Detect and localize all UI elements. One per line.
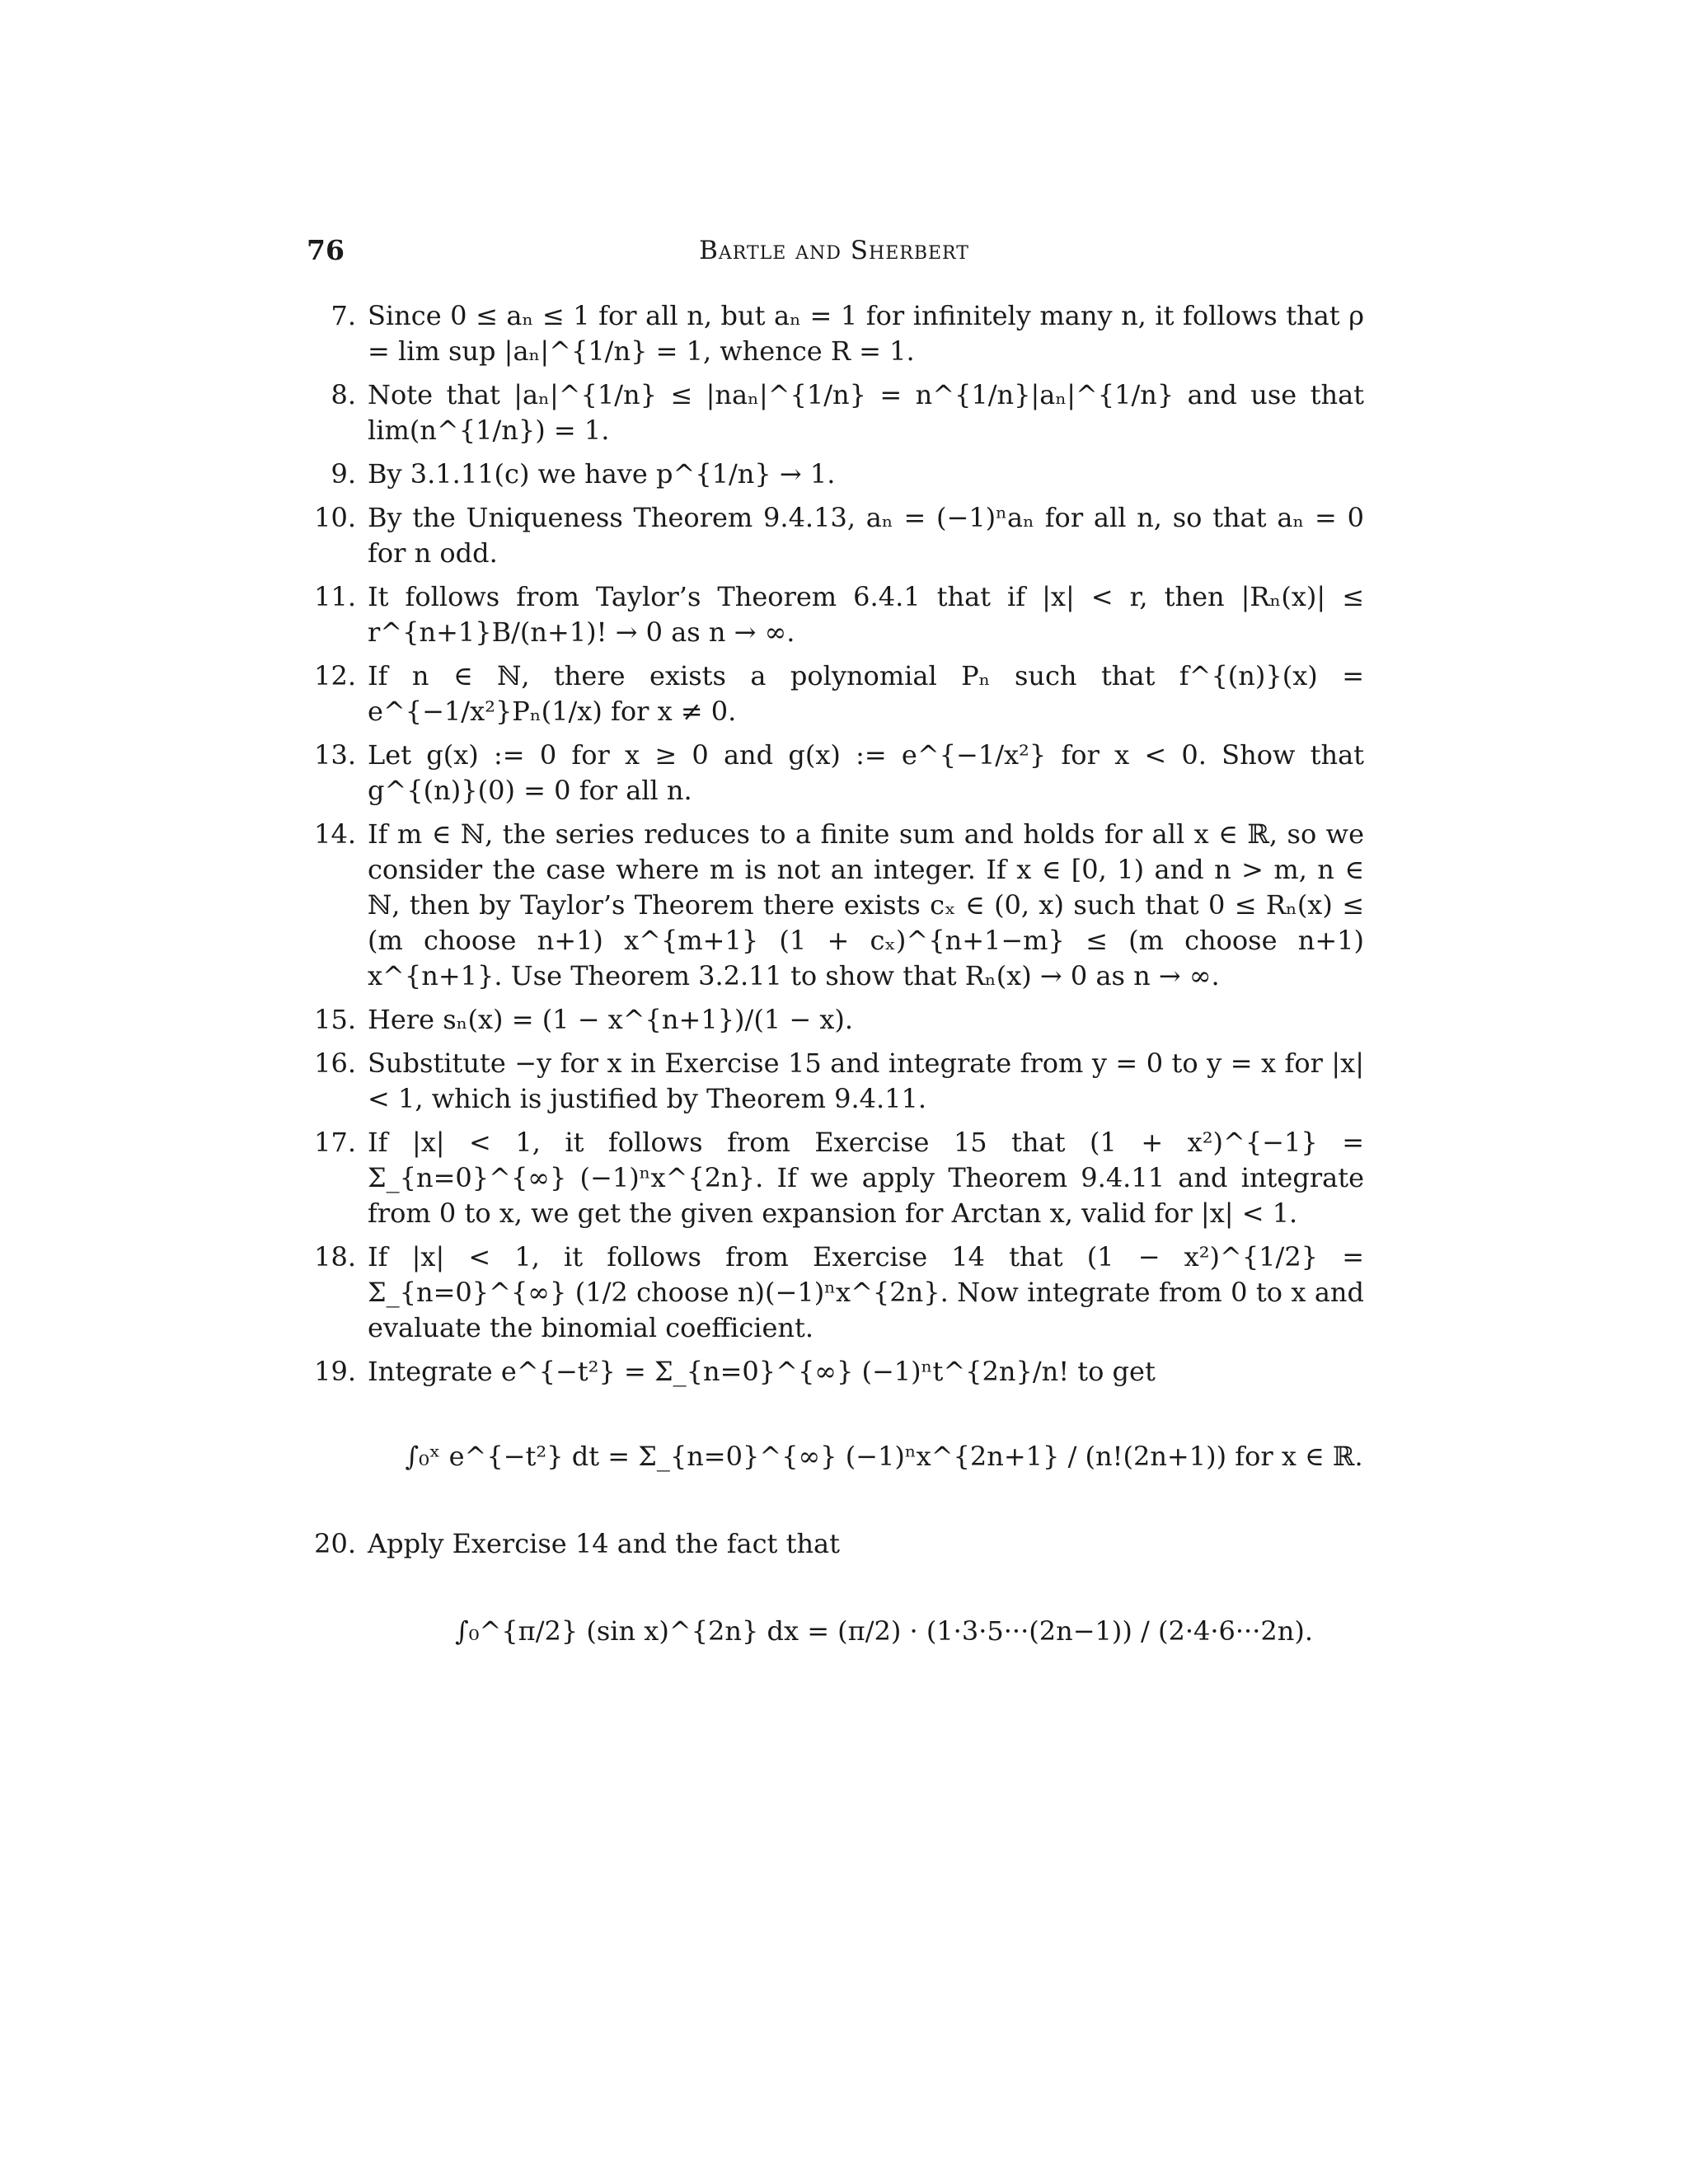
exercise-solutions-list bbox=[305, 298, 1364, 1697]
list-item bbox=[305, 579, 1364, 650]
item-text: If n ∈ ℕ, there exists a polynomial Pₙ such that f^{(n)}(x) = e^{−1/x²}Pₙ(1/x) for x ≠ 0. bbox=[368, 660, 1364, 727]
list-item bbox=[305, 1002, 1364, 1038]
item-number: 18. bbox=[314, 1241, 356, 1272]
item-number: 14. bbox=[314, 818, 356, 850]
item-number: 16. bbox=[314, 1047, 356, 1079]
running-head: Bartle and Sherbert bbox=[699, 236, 969, 265]
item-text: If |x| < 1, it follows from Exercise 15 that (1 + x²)^{−1} = Σ_{n=0}^{∞} (−1)ⁿx^{2n}. If we apply Theorem 9.4.11 and integrate from 0 to x, we get the given expansion for Arctan x, valid for |x| < 1. bbox=[368, 1127, 1364, 1229]
list-item bbox=[305, 1046, 1364, 1117]
list-item bbox=[305, 658, 1364, 729]
list-item bbox=[305, 1526, 1364, 1562]
list-item bbox=[305, 1240, 1364, 1346]
list-item bbox=[305, 1354, 1364, 1390]
item-text: If |x| < 1, it follows from Exercise 14 that (1 − x²)^{1/2} = Σ_{n=0}^{∞} (1/2 choose n)(−1)ⁿx^{2n}. Now integrate from 0 to x and evaluate the binomial coefficient. bbox=[368, 1241, 1364, 1343]
display-equation: ∫₀ˣ e^{−t²} dt = Σ_{n=0}^{∞} (−1)ⁿx^{2n+1} / (n!(2n+1)) for x ∈ ℝ. bbox=[405, 1441, 1363, 1472]
item-number: 11. bbox=[314, 581, 356, 612]
list-item bbox=[305, 298, 1364, 369]
item-number: 10. bbox=[314, 502, 356, 533]
item-text: Substitute −y for x in Exercise 15 and integrate from y = 0 to y = x for |x| < 1, which is justified by Theorem 9.4.11. bbox=[368, 1047, 1364, 1114]
item-number: 19. bbox=[314, 1356, 356, 1387]
item-text: It follows from Taylor’s Theorem 6.4.1 that if |x| < r, then |Rₙ(x)| ≤ r^{n+1}B/(n+1)! → 0 as n → ∞. bbox=[368, 581, 1364, 648]
item-text: Let g(x) := 0 for x ≥ 0 and g(x) := e^{−1/x²} for x < 0. Show that g^{(n)}(0) = 0 for all n. bbox=[368, 739, 1364, 806]
item-text: Since 0 ≤ aₙ ≤ 1 for all n, but aₙ = 1 for infinitely many n, it follows that ρ = lim sup |aₙ|^{1/n} = 1, whence R = 1. bbox=[368, 300, 1364, 367]
item-text: Note that |aₙ|^{1/n} ≤ |naₙ|^{1/n} = n^{1/n}|aₙ|^{1/n} and use that lim(n^{1/n}) = 1. bbox=[368, 379, 1364, 446]
list-item bbox=[305, 1125, 1364, 1231]
page-header bbox=[307, 234, 1362, 275]
list-item bbox=[305, 738, 1364, 808]
item-text: By 3.1.11(c) we have p^{1/n} → 1. bbox=[368, 458, 836, 490]
item-number: 7. bbox=[331, 300, 356, 331]
item-text: Integrate e^{−t²} = Σ_{n=0}^{∞} (−1)ⁿt^{2n}/n! to get bbox=[368, 1356, 1156, 1387]
item-number: 17. bbox=[314, 1127, 356, 1158]
item-text: Here sₙ(x) = (1 − x^{n+1})/(1 − x). bbox=[368, 1004, 854, 1035]
item-number: 15. bbox=[314, 1004, 356, 1035]
item-text: If m ∈ ℕ, the series reduces to a finite sum and holds for all x ∈ ℝ, so we consider the case where m is not an integer. If x ∈ [0, 1) and n > m, n ∈ ℕ, then by Taylor’s Theorem there exists cₓ ∈ (0, x) such that 0 ≤ Rₙ(x) ≤ (m choose n+1) x^{m+1} (1 + cₓ)^{n+1−m} ≤ (m choose n+1) x^{n+1}. Use Theorem 3.2.11 to show that Rₙ(x) → 0 as n → ∞. bbox=[368, 818, 1364, 991]
list-item bbox=[305, 457, 1364, 492]
page-number: 76 bbox=[307, 234, 345, 266]
list-item bbox=[305, 377, 1364, 448]
item-number: 9. bbox=[331, 458, 356, 490]
item-number: 8. bbox=[331, 379, 356, 410]
item-number: 13. bbox=[314, 739, 356, 771]
list-item bbox=[305, 500, 1364, 571]
item-number: 12. bbox=[314, 660, 356, 691]
display-equation: ∫₀^{π/2} (sin x)^{2n} dx = (π/2) · (1·3·5···(2n−1)) / (2·4·6···2n). bbox=[454, 1615, 1314, 1647]
item-text: By the Uniqueness Theorem 9.4.13, aₙ = (−1)ⁿaₙ for all n, so that aₙ = 0 for n odd. bbox=[368, 502, 1364, 569]
list-item bbox=[305, 817, 1364, 994]
item-number: 20. bbox=[314, 1528, 356, 1559]
item-text: Apply Exercise 14 and the fact that bbox=[368, 1528, 840, 1559]
